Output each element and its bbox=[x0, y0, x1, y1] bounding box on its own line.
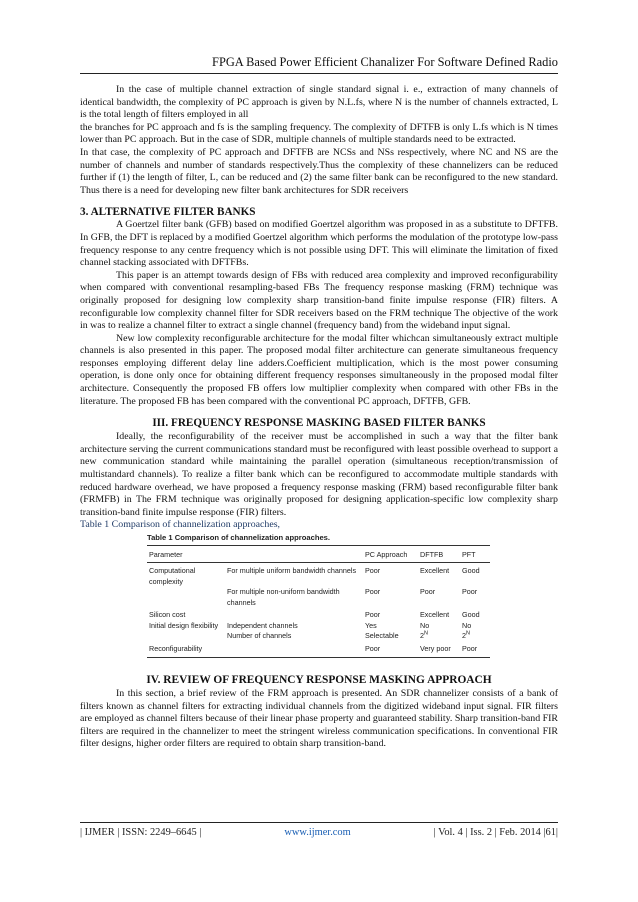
table-row bbox=[147, 631, 490, 642]
table-cell: Selectable bbox=[365, 631, 399, 640]
table-cell: Poor bbox=[420, 587, 436, 596]
footer-website-link[interactable]: www.ijmer.com bbox=[284, 827, 351, 838]
section-heading-3: 3. ALTERNATIVE FILTER BANKS bbox=[80, 206, 256, 219]
footer-rule bbox=[80, 822, 558, 823]
table-cell: Poor bbox=[365, 610, 381, 619]
table-header-cell: Parameter bbox=[149, 550, 183, 559]
table-cell: Independent channels bbox=[227, 620, 298, 630]
section-heading-iii: III. FREQUENCY RESPONSE MASKING BASED FILTER BANKS bbox=[152, 417, 486, 430]
table-cell bbox=[227, 610, 365, 621]
table-cell: Excellent bbox=[420, 610, 450, 619]
running-title: FPGA Based Power Efficient Chanalizer For Software Defined Radio bbox=[212, 55, 558, 69]
table-cell: Poor bbox=[462, 587, 478, 596]
table-body bbox=[147, 563, 490, 657]
paragraph-8: In this section, a brief review of the FRM approach is presented. An SDR channelizer consists of a bank of filters known as channel filters for extracting individual channels from the digitized wideband input signal. FIR filters are employed as channel filters because of their linear phase property and guaranteed stability. Sharp transition-band FIR filters are required in the channelizer to meet the stringent wireless communication specifications. In conventional FIR filter designs, higher order filters are required to obtain sharp transition-band. bbox=[80, 688, 558, 750]
table-cell: Excellent bbox=[420, 566, 450, 575]
section-heading-iv: IV. REVIEW OF FREQUENCY RESPONSE MASKING APPROACH bbox=[146, 674, 492, 686]
table-cell: Silicon cost bbox=[149, 610, 186, 619]
table-cell: Number of channels bbox=[227, 631, 292, 640]
paragraph-3: In that case, the complexity of PC approach and DFTFB are NCSs and NSs respectively, where NC and NS are the number of channels and number of standards respectively.Thus the complexity of these channelizers can be reduced further if (1) the length of filter, L, can be reduced and (2) the same filter bank can be reconfigured to the new standard. Thus there is a need for developing new filter bank architectures for SDR receivers bbox=[80, 146, 558, 196]
table-bottom-rule bbox=[147, 657, 490, 658]
footer-journal: | IJMER | ISSN: 2249–6645 | bbox=[80, 827, 202, 838]
table-cell bbox=[147, 587, 227, 608]
table-cell: For multiple uniform bandwidth channels bbox=[227, 566, 357, 575]
table-cell: Good bbox=[462, 610, 480, 619]
table-title-text: Comparison of channelization approaches. bbox=[174, 533, 331, 542]
paragraph-1: In the case of multiple channel extraction of single standard signal i. e., extraction of many channels of identical bandwidth, the complexity of PC approach is given by N.L.fs, where N is the number of channels extracted, L is the total length of filters employed in all bbox=[80, 84, 558, 121]
table-cell: Poor bbox=[365, 566, 381, 575]
table-cell: Poor bbox=[365, 643, 381, 653]
footer-volume-page: | Vol. 4 | Iss. 2 | Feb. 2014 |61| bbox=[433, 827, 558, 838]
table-cell bbox=[147, 631, 227, 642]
table-title bbox=[147, 533, 490, 542]
table-cell: Yes bbox=[365, 620, 377, 630]
exponent: N bbox=[466, 630, 470, 637]
table-cell: Poor bbox=[365, 587, 381, 596]
page-content bbox=[80, 84, 558, 751]
paragraph-5: This paper is an attempt towards design of FBs with reduced area complexity and improved reconfigurability when compared with conventional resampling-based FBs The frequency response masking (FRM) technique was originally proposed for designing low complexity sharp transition-band finite impulse response (FIR) filters. A reconfigurable low complexity channel filter for SDR receivers based on the FRM technique The objective of the work in was to realize a channel filter to extract a single channel (frequency band) from the wideband input signal. bbox=[80, 269, 558, 332]
exponent: N bbox=[424, 630, 428, 637]
table-row bbox=[147, 587, 490, 608]
table-cell: Reconfigurability bbox=[149, 643, 203, 653]
table-cell: Computational complexity bbox=[149, 566, 196, 586]
table-row bbox=[147, 610, 490, 621]
table-row bbox=[147, 566, 490, 587]
table-cell: No bbox=[462, 620, 472, 630]
table-title-label: Table 1 bbox=[147, 533, 173, 542]
page-footer bbox=[80, 827, 558, 838]
table-header-cell: DFTFB bbox=[420, 550, 444, 559]
table-header-cell bbox=[227, 550, 365, 559]
paragraph-6: New low complexity reconfigurable architecture for the modal filter whichcan simultaneously extract multiple channels is also presented in this paper. The proposed modal filter architecture can generate simultaneous frequency responses employing different delay line adders.Coefficient multiplication, which is the most power consuming operation, is done only once for obtaining different frequency responses simultaneously in the proposed modal filter architecture. Consequently the proposed FB offers low multiplier complexity when compared with other FBs in the literature. The proposed FB has been compared with the conventional PC approach, DFTFB, GFB. bbox=[80, 332, 558, 407]
table-row bbox=[147, 644, 490, 655]
paragraph-7: Ideally, the reconfigurability of the receiver must be accomplished in such a way that the filter bank architecture serving the current communications standard must be reconfigured with least possible overhead to support a new communication standard while maintaining the parallel operation (simultaneous reception/transmission of multistandard channels). To realize a filter bank which can be reconfigured to accommodate multiple standards with reduced hardware overhead, we have proposed a frequency response masking (FRM) based reconfigurable filter bank (FRMFB) in The FRM technique was originally proposed for designing application-specific low complexity sharp transition-band finite impulse response (FIR) filters. bbox=[80, 431, 558, 518]
table-header-cell: PFT bbox=[462, 550, 476, 559]
table-caption: Table 1 Comparison of channelization approaches, bbox=[80, 519, 281, 531]
paragraph-2: the branches for PC approach and fs is the sampling frequency. The complexity of DFTFB is only L.fs which is N times lower than PC approach. But in the case of SDR, multiple channels of multiple standards need to be extracted. bbox=[80, 121, 558, 146]
table-cell: Initial design flexibility bbox=[149, 620, 219, 630]
table-header-cell: PC Approach bbox=[365, 550, 408, 559]
comparison-table bbox=[147, 533, 490, 658]
table-header-row bbox=[147, 546, 490, 562]
table-cell: Good bbox=[462, 566, 480, 575]
paragraph-4: A Goertzel filter bank (GFB) based on modified Goertzel algorithm was proposed in as a substitute to DFTFB. In GFB, the DFT is replaced by a modified Goertzel algorithm which performs the modulation of the prototype low-pass frequency response to any centre frequency which is not possible using DFT. This will eliminate the limitation of fixed channel stacking associated with DFTFBs. bbox=[80, 219, 558, 269]
table-cell: Very poor bbox=[420, 643, 451, 653]
table-cell: No bbox=[420, 620, 430, 630]
table-row bbox=[147, 621, 490, 632]
table-cell: $2^N$ bbox=[462, 630, 470, 640]
table-cell bbox=[227, 644, 365, 655]
table-cell: For multiple non-uniform bandwidth channels bbox=[227, 587, 340, 607]
table-cell: $2^N$ bbox=[420, 630, 428, 640]
table-cell: Poor bbox=[462, 643, 478, 653]
header-rule bbox=[80, 73, 558, 74]
